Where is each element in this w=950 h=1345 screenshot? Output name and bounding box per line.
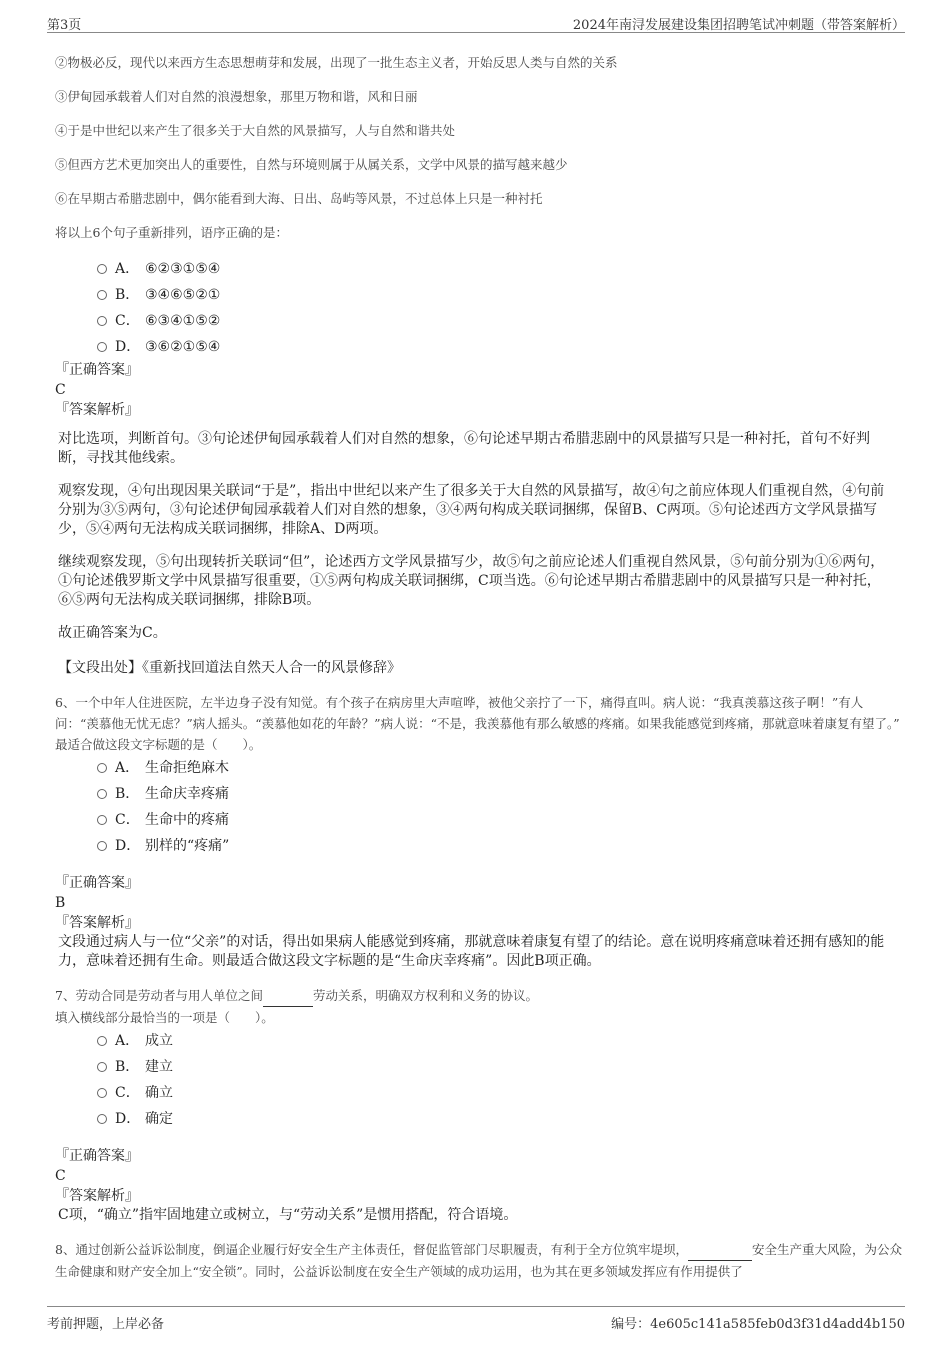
q5-options (55, 256, 905, 360)
q5-analysis-paragraph: 观察发现，④句出现因果关联词“于是”，指出中世纪以来产生了很多关于大自然的风景描写，故④句之前应体现人们重视自然，④句前分别为③⑤两句，③句论述伊甸园承载着人们对自然的想象，③④两句构成关联词捆绑，保留B、C两项。⑤句论述西方文学风景描写少，⑤④两句无法构成关联词捆绑，排除A、D两项。 (58, 483, 885, 537)
q6-stem: 6、一个中年人住进医院，左半边身子没有知觉。有个孩子在病房里大声喧哗，被他父亲拧了一下，痛得直叫。病人说：“我真羡慕这孩子啊！”有人问：“羡慕他无忧无虑？”病人摇头。“羡慕他如花的年龄？”病人说：“不是，我羡慕他有那么敏感的疼痛。如果我能感觉到疼痛，那就意味着康复有望了。” (55, 695, 900, 731)
answer-label: 『正确答案』 (55, 875, 139, 891)
answer-value: C (55, 1168, 66, 1184)
page-number: 第3页 (47, 18, 82, 33)
q5-analysis-conclusion: 故正确答案为C。 (58, 625, 167, 641)
document-code: 编号：4e605c141a585feb0d3f31d4add4b150 (611, 1317, 905, 1332)
q7-option-d[interactable]: D． 确定 (55, 1106, 905, 1132)
answer-value: C (55, 382, 66, 398)
q6-option-a[interactable]: A． 生命拒绝麻木 (55, 755, 905, 781)
q5-sentence: ⑤但西方艺术更加突出人的重要性，自然与环境则属于从属关系，文学中风景的描写越来越少 (55, 157, 568, 172)
q7-analysis: C项，“确立”指牢固地建立或树立，与“劳动关系”是惯用搭配，符合语境。 (58, 1207, 518, 1223)
radio-icon[interactable] (97, 1036, 107, 1046)
q7-stem: 7、劳动合同是劳动者与用人单位之间 劳动关系，明确双方权利和义务的协议。 (55, 985, 905, 1007)
q6-option-c[interactable]: C． 生命中的疼痛 (55, 807, 905, 833)
q5-sentence: ④于是中世纪以来产生了很多关于大自然的风景描写，人与自然和谐共处 (55, 123, 456, 138)
q6-option-b[interactable]: B． 生命庆幸疼痛 (55, 781, 905, 807)
analysis-label: 『答案解析』 (55, 1188, 139, 1204)
answer-label: 『正确答案』 (55, 362, 139, 378)
q5-option-c[interactable]: C． ⑥③④①⑤② (55, 308, 905, 334)
analysis-label: 『答案解析』 (55, 402, 139, 418)
q5-sentence-list (55, 46, 905, 250)
q5-source: 【文段出处】《重新找回道法自然天人合一的风景修辞》 (58, 660, 401, 676)
analysis-label: 『答案解析』 (55, 915, 139, 931)
q5-analysis-paragraph: 对比选项，判断首句。③句论述伊甸园承载着人们对自然的想象，⑥句论述早期古希腊悲剧中的风景描写只是一种衬托，首句不好判断，寻找其他线索。 (58, 431, 870, 466)
q6-option-d[interactable]: D． 别样的“疼痛” (55, 833, 905, 859)
q5-option-a[interactable]: A． ⑥②③①⑤④ (55, 256, 905, 282)
document-title: 2024年南浔发展建设集团招聘笔试冲刺题（带答案解析） (572, 18, 905, 33)
page-content (55, 46, 905, 1282)
radio-icon[interactable] (97, 815, 107, 825)
q5-option-d[interactable]: D． ③⑥②①⑤④ (55, 334, 905, 360)
q7-option-a[interactable]: A． 成立 (55, 1028, 905, 1054)
q7-option-c[interactable]: C． 确立 (55, 1080, 905, 1106)
radio-icon[interactable] (97, 1088, 107, 1098)
radio-icon[interactable] (97, 1114, 107, 1124)
q7-prompt: 填入横线部分最恰当的一项是（ ）。 (55, 1010, 274, 1025)
q5-sentence: ③伊甸园承载着人们对自然的浪漫想象，那里万物和谐，风和日丽 (55, 89, 418, 104)
radio-icon[interactable] (97, 316, 107, 326)
fill-blank (688, 1239, 752, 1261)
q7-options (55, 1028, 905, 1132)
radio-icon[interactable] (97, 763, 107, 773)
q6-options (55, 755, 905, 859)
page-footer (47, 1306, 905, 1332)
q5-option-b[interactable]: B． ③④⑥⑤②① (55, 282, 905, 308)
fill-blank (263, 985, 313, 1007)
q5-analysis-paragraph: 继续观察发现，⑤句出现转折关联词“但”，论述西方文学风景描写少，故⑤句之前应论述人们重视自然风景，⑤句前分别为①⑥两句，①句论述俄罗斯文学中风景描写很重要，①⑤两句构成关联词捆绑，C项当选。⑥句论述早期古希腊悲剧中的风景描写只是一种衬托，⑥⑤两句无法构成关联词捆绑，排除B项。 (58, 554, 885, 608)
radio-icon[interactable] (97, 841, 107, 851)
radio-icon[interactable] (97, 342, 107, 352)
q8-stem: 8、通过创新公益诉讼制度，倒逼企业履行好安全生产主体责任，督促监管部门尽职履责，有利于全方位筑牢堤坝， 安全生产重大风险，为公众生命健康和财产安全加上“安全锁”。同时，公益诉讼制度在安全生产领域的成功运用，也为其在更多领域发挥应有作用提供了 (55, 1239, 905, 1282)
page-header (47, 12, 905, 33)
radio-icon[interactable] (97, 789, 107, 799)
q7-option-b[interactable]: B． 建立 (55, 1054, 905, 1080)
q5-sentence: ②物极必反，现代以来西方生态思想萌芽和发展，出现了一批生态主义者，开始反思人类与自然的关系 (55, 55, 618, 70)
q6-prompt: 最适合做这段文字标题的是（ ）。 (55, 737, 262, 752)
radio-icon[interactable] (97, 1062, 107, 1072)
q6-analysis: 文段通过病人与一位“父亲”的对话，得出如果病人能感觉到疼痛，那就意味着康复有望了的结论。意在说明疼痛意味着还拥有感知的能力，意味着还拥有生命。则最适合做这段文字标题的是“生命庆幸疼痛”。因此B项正确。 (58, 934, 885, 969)
q5-sentence: ⑥在早期古希腊悲剧中，偶尔能看到大海、日出、岛屿等风景，不过总体上只是一种衬托 (55, 191, 543, 206)
answer-label: 『正确答案』 (55, 1148, 139, 1164)
answer-value: B (55, 895, 66, 911)
radio-icon[interactable] (97, 290, 107, 300)
footer-slogan: 考前押题，上岸必备 (47, 1317, 165, 1332)
q5-prompt: 将以上6个句子重新排列，语序正确的是： (55, 225, 288, 240)
radio-icon[interactable] (97, 264, 107, 274)
